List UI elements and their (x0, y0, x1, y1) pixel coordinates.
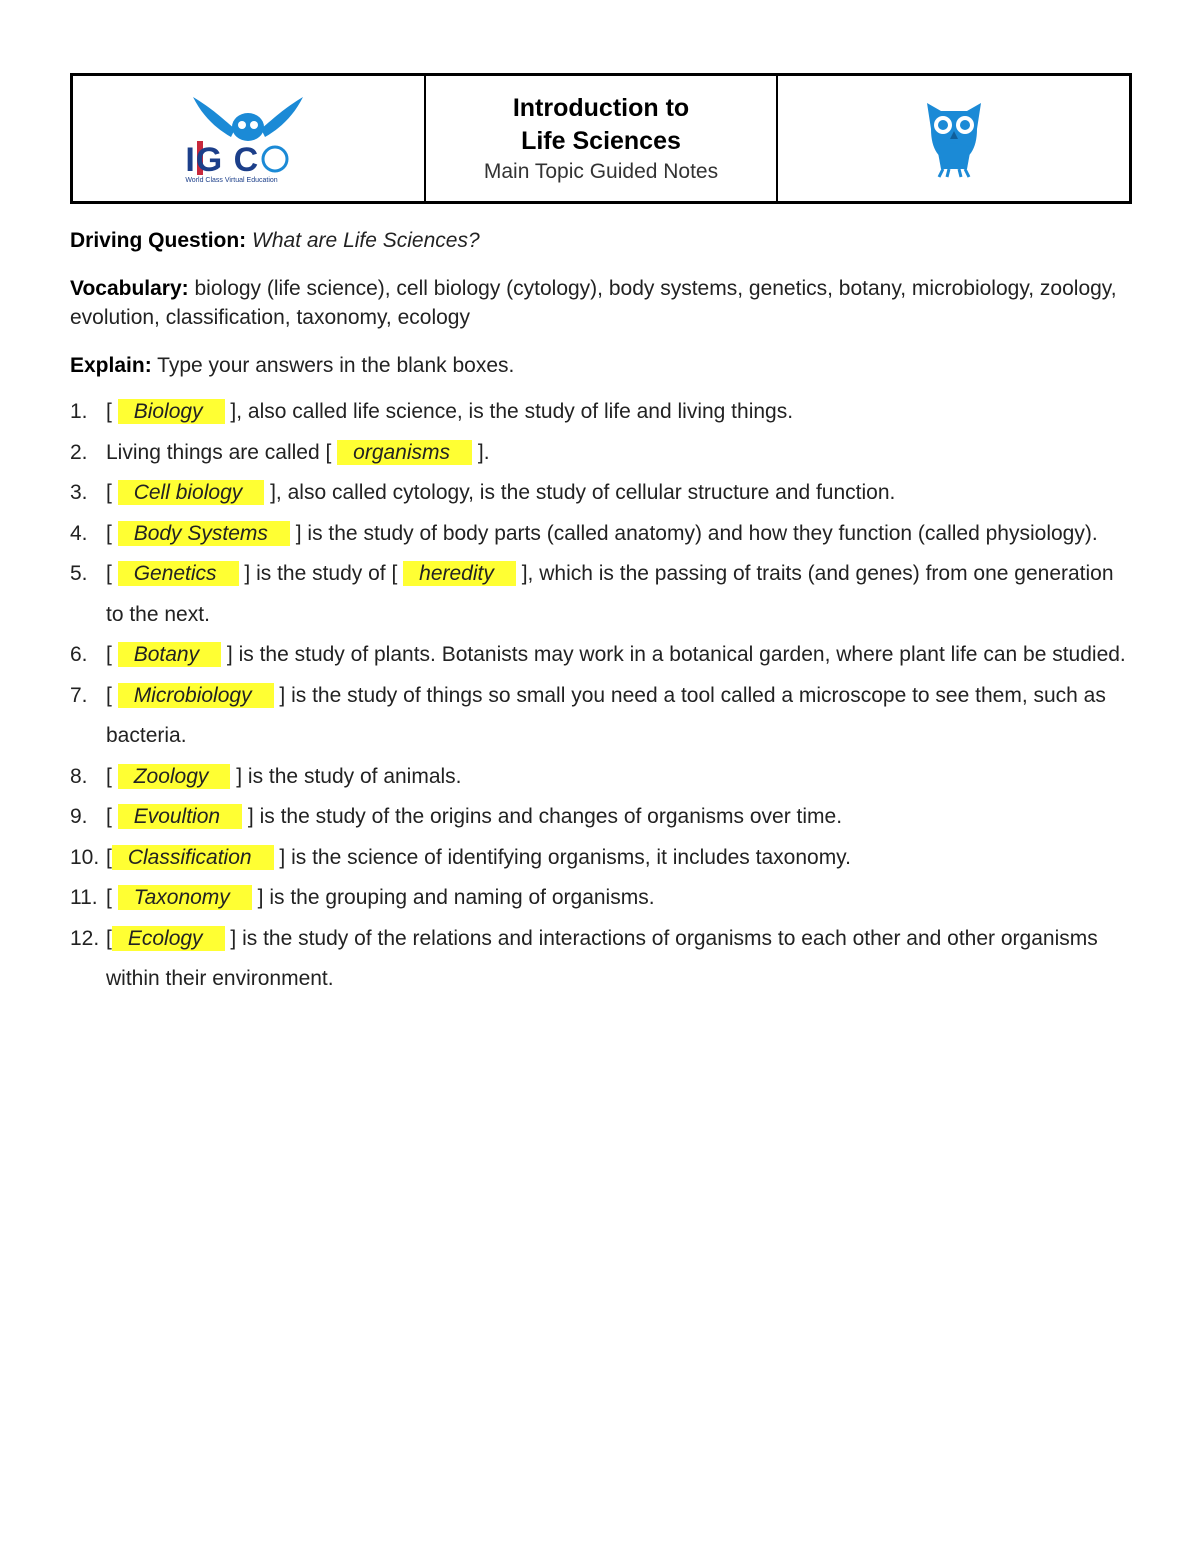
bracket-open: [ (106, 886, 112, 909)
answer-box[interactable]: Botany (118, 642, 221, 667)
logo-wordmark: IG C (185, 140, 260, 179)
header-logo-cell (73, 76, 424, 201)
list-item (70, 392, 1132, 433)
bracket-open: [ (106, 521, 112, 545)
item-text: ] is the study of things so small you need a tool called a microscope to see them, such as bacteria. (106, 683, 1106, 747)
answer-box[interactable]: Classification (112, 845, 274, 870)
question-list (70, 392, 1132, 1000)
vocabulary (70, 274, 1132, 332)
item-text: ] is the study of the relations and interactions of organisms to each other and other organisms within their environment. (106, 926, 1098, 990)
answer-box[interactable]: heredity (403, 561, 516, 586)
answer-box[interactable]: organisms (337, 440, 472, 465)
item-number: 4. (70, 521, 88, 545)
item-text: ] is the study of [ (244, 562, 398, 585)
list-item (70, 514, 1132, 555)
bracket-open: [ (106, 562, 112, 585)
answer-box[interactable]: Genetics (118, 561, 239, 586)
bracket-open: [ (106, 926, 112, 950)
list-item (70, 878, 1132, 919)
answer-box[interactable]: Body Systems (118, 521, 290, 546)
bracket-open: [ (106, 683, 112, 707)
header-mascot-cell (776, 76, 1129, 201)
driving-question-label: Driving Question: (70, 229, 247, 252)
item-text: Living things are called [ (106, 440, 332, 464)
item-number: 5. (70, 562, 88, 585)
notes-body (70, 226, 1132, 1000)
item-number: 3. (70, 481, 88, 504)
header-table (70, 73, 1132, 204)
bracket-open: [ (106, 764, 112, 788)
owl-mascot-icon (919, 99, 989, 179)
item-text: ], also called cytology, is the study of cellular structure and function. (270, 481, 896, 504)
title-line-1: Introduction to (512, 93, 690, 122)
list-item (70, 473, 1132, 514)
driving-question-text: What are Life Sciences? (252, 229, 480, 252)
title-line-2: Life Sciences (521, 126, 681, 155)
driving-question (70, 226, 1132, 255)
answer-box[interactable]: Evoultion (118, 804, 242, 829)
logo-tagline: World Class Virtual Education (185, 176, 278, 184)
vocabulary-label: Vocabulary: (70, 277, 189, 300)
header-title-cell (424, 76, 777, 201)
item-number: 6. (70, 643, 88, 666)
item-text: ] is the science of identifying organisms, it includes taxonomy. (279, 845, 851, 869)
item-number: 10. (70, 845, 100, 869)
answer-box[interactable]: Biology (118, 399, 225, 424)
item-number: 9. (70, 805, 88, 828)
item-text: ], which is the passing of traits (and genes) from one generation to the next. (106, 562, 1114, 626)
list-item (70, 757, 1132, 798)
item-text: ] is the study of body parts (called anatomy) and how they function (called physiology). (295, 521, 1098, 545)
bracket-open: [ (106, 481, 112, 504)
answer-box[interactable]: Cell biology (118, 480, 265, 505)
list-item (70, 635, 1132, 676)
list-item (70, 797, 1132, 838)
bracket-open: [ (106, 643, 112, 666)
item-number: 1. (70, 400, 88, 423)
vocabulary-text: biology (life science), cell biology (cytology), body systems, genetics, botany, microbiology, zoology, evolution, classification, taxonomy, ecology (70, 277, 1117, 329)
item-text: ] is the study of animals. (236, 764, 462, 788)
bracket-open: [ (106, 845, 112, 869)
item-number: 7. (70, 683, 88, 707)
list-item (70, 433, 1132, 474)
explain (70, 351, 1132, 380)
list-item (70, 919, 1132, 1000)
item-text: ], also called life science, is the study of life and living things. (230, 400, 794, 423)
explain-text: Type your answers in the blank boxes. (157, 354, 515, 377)
bracket-open: [ (106, 805, 112, 828)
igc-logo (183, 89, 313, 189)
explain-label: Explain: (70, 354, 152, 377)
subtitle: Main Topic Guided Notes (483, 159, 719, 183)
list-item (70, 838, 1132, 879)
item-text: ] is the study of plants. Botanists may work in a botanical garden, where plant life can be studied. (226, 643, 1126, 666)
item-text: ] is the study of the origins and changes of organisms over time. (247, 805, 843, 828)
item-number: 12. (70, 926, 100, 950)
bracket-open: [ (106, 400, 112, 423)
list-item (70, 554, 1132, 635)
answer-box[interactable]: Taxonomy (118, 885, 252, 910)
item-text: ]. (477, 440, 490, 464)
answer-box[interactable]: Zoology (118, 764, 231, 789)
item-number: 11. (70, 886, 98, 909)
item-text: ] is the grouping and naming of organisms. (257, 886, 655, 909)
list-item (70, 676, 1132, 757)
item-number: 8. (70, 764, 88, 788)
answer-box[interactable]: Microbiology (118, 683, 274, 708)
answer-box[interactable]: Ecology (112, 926, 225, 951)
item-number: 2. (70, 440, 88, 464)
